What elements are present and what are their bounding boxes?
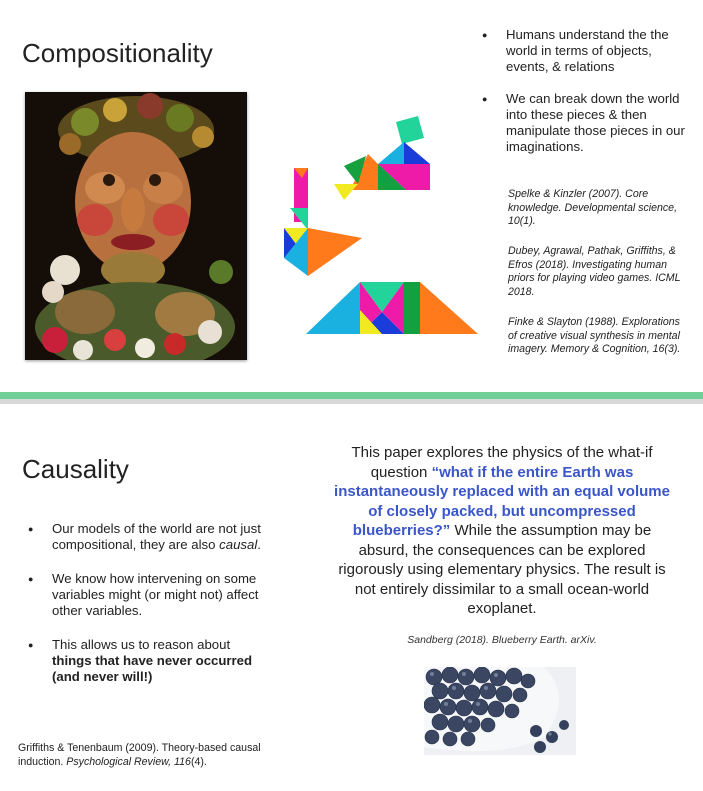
bullet-item: ● We can break down the world into these pieces & then manipulate those pieces in our imaginations. [480, 91, 695, 155]
bullet-bold: things that have never occurred (and never will!) [52, 653, 253, 684]
quote-pre: This paper explores the physics of the what-if question [351, 444, 653, 481]
ref-issue: (4). [190, 755, 207, 768]
compositionality-title: Compositionality [22, 38, 213, 68]
blueberry-quote [328, 443, 676, 619]
bullet-item: ● Humans understand the the world in terms of objects, events, & relations [480, 27, 695, 75]
compositionality-slide [0, 0, 703, 392]
bullet-text: This allows us to reason about [52, 637, 231, 652]
bullet-italic: causal [219, 537, 258, 552]
bullet-item: ● We know how intervening on some variables might (or might not) affect other variables. [26, 571, 266, 619]
quote-highlight: “what if the entire Earth was instantaneously replaced with an equal volume of closely packed, but uncompressed blueberries?” [334, 463, 670, 539]
tangram-figures [278, 112, 483, 342]
reference-griffiths [18, 742, 288, 769]
bullet-item [26, 521, 266, 553]
sandberg-citation: Sandberg (2018). Blueberry Earth. arXiv. [407, 634, 597, 646]
bullet-period: . [257, 537, 261, 552]
ref-volume: , 116 [168, 755, 191, 768]
reference-dubey: Dubey, Agrawal, Pathak, Griffiths, & Efros (2018). Investigating human priors for playing video games. ICML 2018. [508, 245, 681, 298]
bullet-item [26, 637, 266, 685]
compositionality-bullets [480, 27, 695, 155]
reference-spelke: Spelke & Kinzler (2007). Core knowledge. Developmental science, 10(1). [508, 188, 678, 227]
vertumnus-painting [25, 92, 247, 360]
reference-finke: Finke & Slayton (1988). Explorations of creative visual synthesis in mental imagery. Memory & Cognition, 16(3). [508, 316, 681, 355]
slide-divider [0, 392, 703, 399]
quote-post: While the assumption may be absurd, the consequences can be explored rigorously using elementary physics. The result is not entirely dissimilar to a small ocean-world exoplanet. [338, 522, 666, 617]
causality-title: Causality [22, 454, 129, 484]
blueberries-photo [424, 667, 576, 755]
ref-text: Griffiths & Tenenbaum (2009). Theory-based causal induction. [18, 742, 261, 768]
ref-journal: Psychological Review [66, 755, 169, 768]
bullet-text: Our models of the world are not just compositional, they are also [52, 521, 261, 552]
causality-bullets [26, 521, 266, 685]
